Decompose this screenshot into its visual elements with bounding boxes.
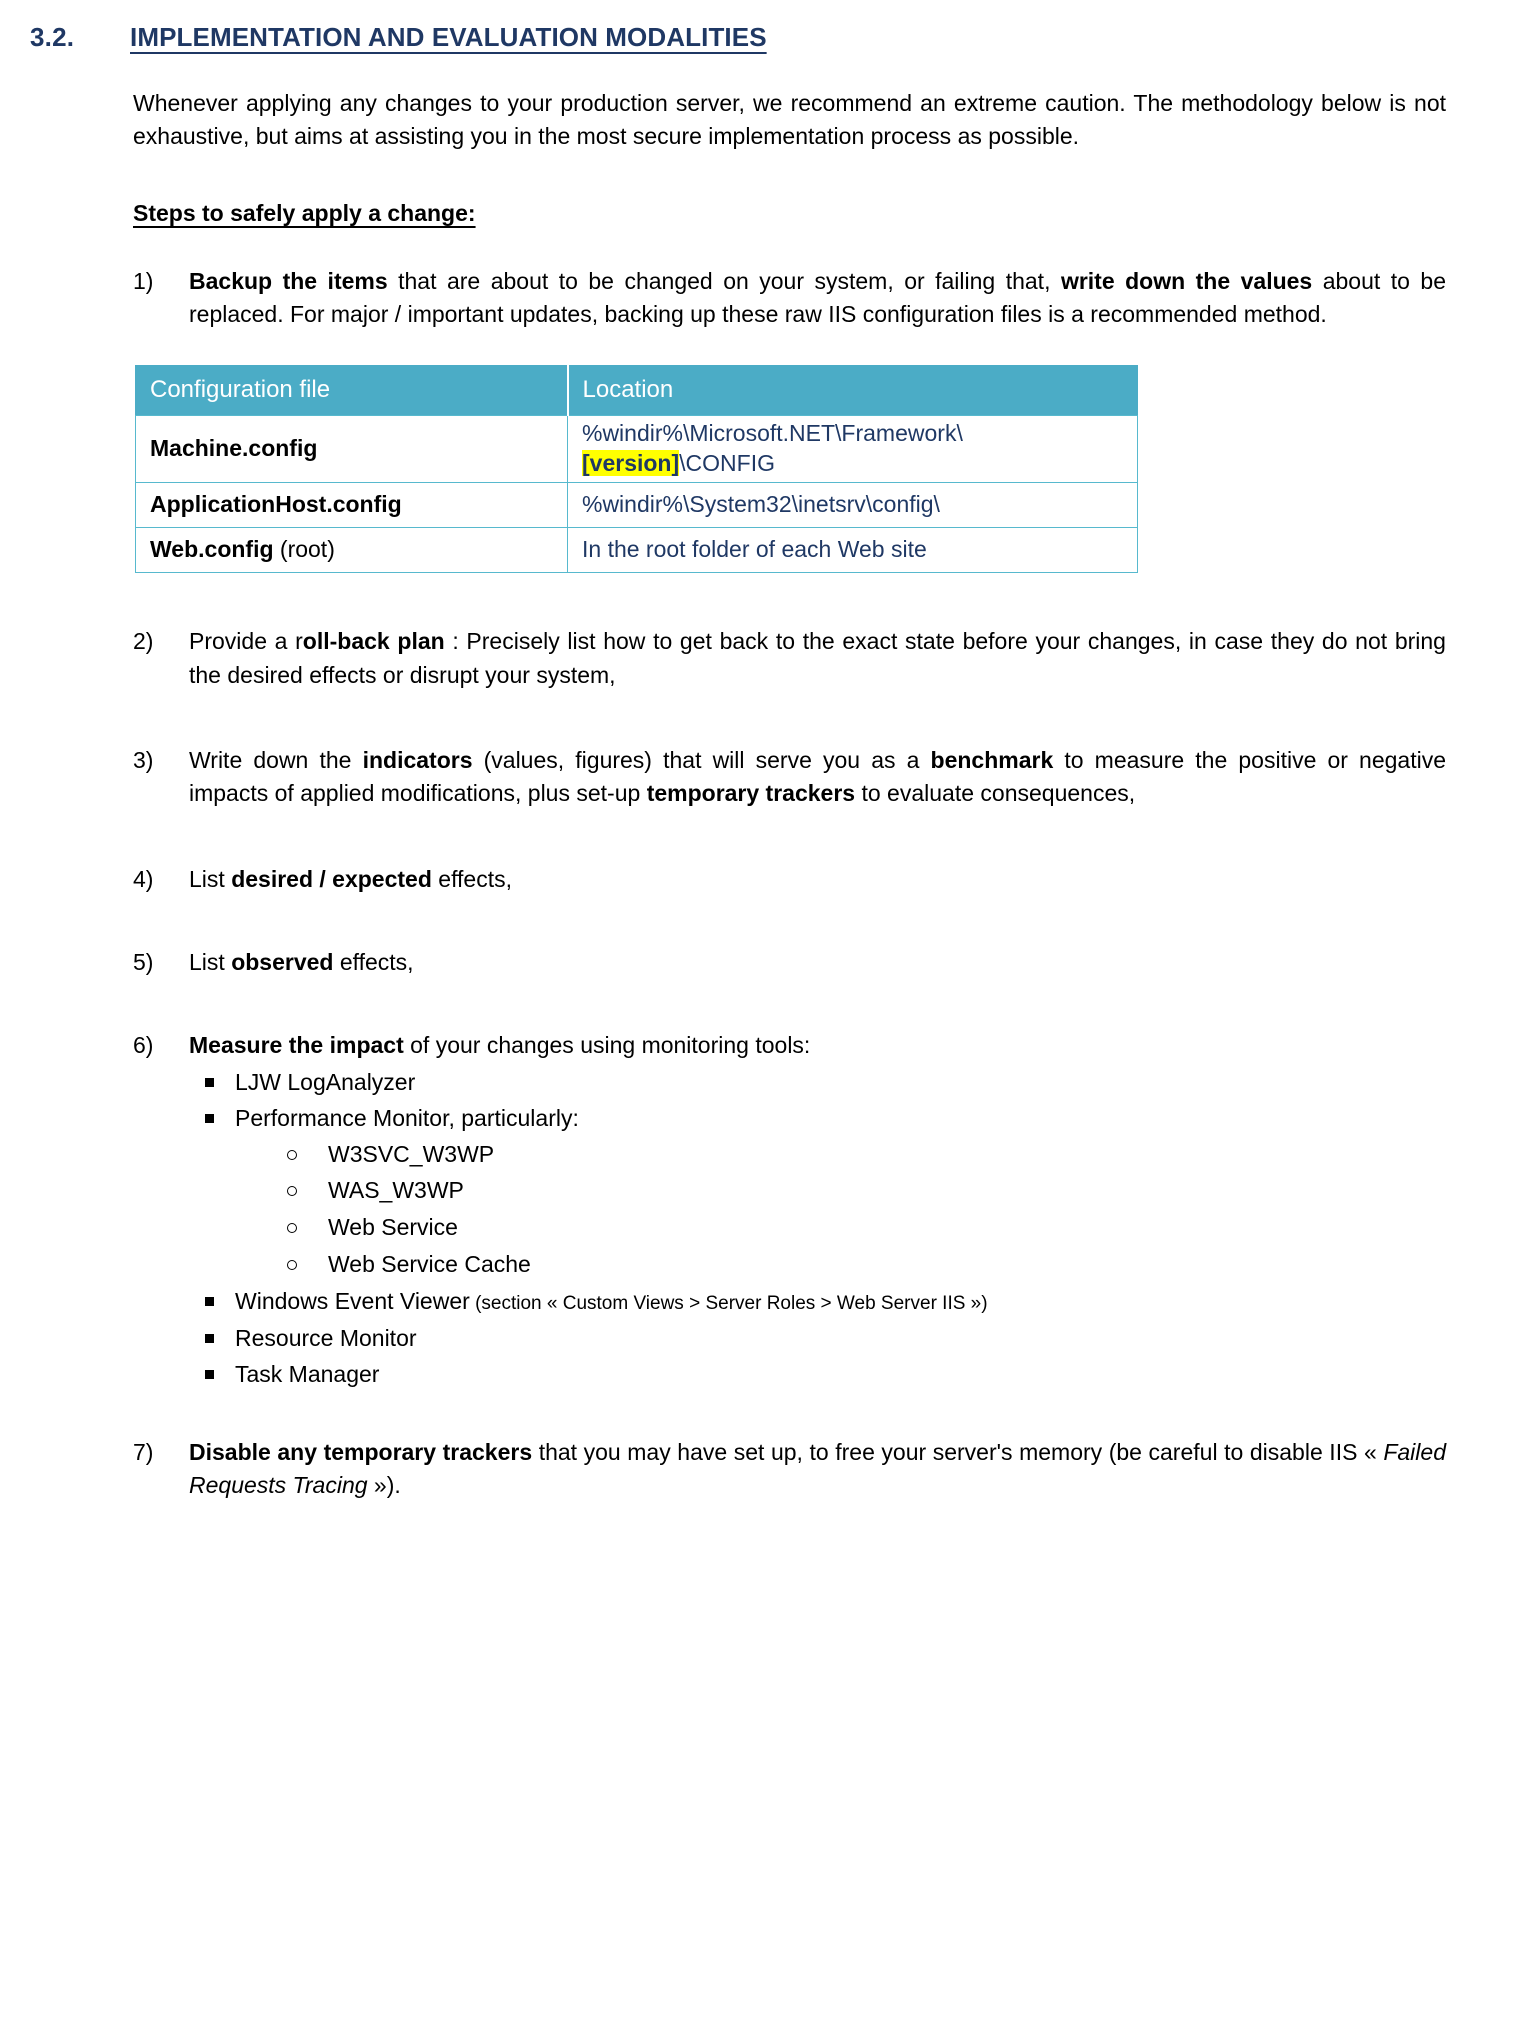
config-files-table bbox=[135, 365, 1138, 573]
perfmon-counters-list bbox=[235, 1137, 1446, 1283]
circle-bullet-icon bbox=[287, 1223, 297, 1233]
tool-label: LJW LogAnalyzer bbox=[235, 1068, 416, 1095]
list-item bbox=[189, 1065, 1446, 1100]
cell-location: %windir%\System32\inetsrv\config\ bbox=[568, 483, 1138, 528]
square-bullet-icon bbox=[205, 1114, 214, 1123]
cell-config-file: Web.config (root) bbox=[136, 528, 568, 573]
cell-location: In the root folder of each Web site bbox=[568, 528, 1138, 573]
section-heading bbox=[0, 22, 1536, 53]
version-highlight: [version] bbox=[582, 449, 680, 476]
circle-bullet-icon bbox=[287, 1260, 297, 1270]
step-number-6: 6) bbox=[133, 1032, 154, 1059]
config-table-wrapper bbox=[133, 365, 1446, 573]
step-text-7: Disable any temporary trackers that you may have set up, to free your server's memory (be careful to disable IIS « Failed Requests Tracing »). bbox=[189, 1438, 1446, 1499]
step-number-5: 5) bbox=[133, 948, 154, 975]
table-header-row bbox=[136, 366, 1138, 416]
step-text-6: Measure the impact of your changes using monitoring tools: bbox=[189, 1032, 811, 1059]
tool-label: Task Manager bbox=[235, 1361, 380, 1388]
tool-note: (section « Custom Views > Server Roles > Web Server IIS ») bbox=[469, 1293, 988, 1315]
step-text-4: List desired / expected effects, bbox=[189, 865, 513, 892]
list-item bbox=[235, 1137, 1446, 1173]
cell-location: %windir%\Microsoft.NET\Framework\[version]\CONFIG bbox=[568, 416, 1138, 483]
square-bullet-icon bbox=[205, 1297, 214, 1306]
intro-paragraph: Whenever applying any changes to your production server, we recommend an extreme caution. The methodology below is not exhaustive, but aims at assisting you in the most secure implementation process as possible. bbox=[133, 90, 1446, 150]
list-item bbox=[189, 1321, 1446, 1356]
list-item bbox=[235, 1173, 1446, 1209]
list-item bbox=[235, 1210, 1446, 1246]
cell-config-file: ApplicationHost.config bbox=[136, 483, 568, 528]
column-header-configuration-file: Configuration file bbox=[136, 366, 568, 416]
square-bullet-icon bbox=[205, 1370, 214, 1379]
step-number-4: 4) bbox=[133, 865, 154, 892]
list-item bbox=[189, 1357, 1446, 1392]
tool-label: Windows Event Viewer bbox=[235, 1288, 470, 1315]
list-item bbox=[189, 1101, 1446, 1282]
square-bullet-icon bbox=[205, 1078, 214, 1087]
step-text-1: Backup the items that are about to be changed on your system, or failing that, write down the values about to be replaced. For major / important updates, backing up these raw IIS configuration files is a recommended method. bbox=[189, 267, 1447, 328]
counter-label: W3SVC_W3WP bbox=[328, 1140, 495, 1167]
table-row bbox=[136, 483, 1138, 528]
page-title: IMPLEMENTATION AND EVALUATION MODALITIES bbox=[130, 22, 767, 52]
monitoring-tools-list bbox=[189, 1065, 1446, 1392]
counter-label: Web Service bbox=[328, 1213, 458, 1240]
table-row bbox=[136, 528, 1138, 573]
step-item-7 bbox=[133, 1436, 1446, 1503]
tool-label: Performance Monitor, particularly: bbox=[235, 1105, 579, 1132]
counter-label: Web Service Cache bbox=[328, 1250, 531, 1277]
steps-list bbox=[133, 265, 1446, 1503]
step-text-2: Provide a roll-back plan : Precisely list how to get back to the exact state before your changes, in case they do not bring the desired effects or disrupt your system, bbox=[189, 628, 1446, 688]
step-text-3: Write down the indicators (values, figures) that will serve you as a benchmark to measure the positive or negative impacts of applied modifications, plus set-up temporary trackers to evaluate consequences, bbox=[189, 746, 1447, 807]
step-item-6 bbox=[133, 1029, 1446, 1391]
step-text-5: List observed effects, bbox=[189, 948, 414, 975]
document-body bbox=[0, 87, 1536, 1502]
step-item-3 bbox=[133, 744, 1446, 811]
steps-heading-wrap bbox=[133, 154, 1446, 227]
circle-bullet-icon bbox=[287, 1150, 297, 1160]
cell-config-file: Machine.config bbox=[136, 416, 568, 483]
step-item-4 bbox=[133, 863, 1446, 896]
table-row bbox=[136, 416, 1138, 483]
circle-bullet-icon bbox=[287, 1186, 297, 1196]
column-header-location: Location bbox=[568, 366, 1138, 416]
step-number-1: 1) bbox=[133, 267, 154, 294]
step-item-5 bbox=[133, 946, 1446, 979]
steps-heading: Steps to safely apply a change: bbox=[133, 199, 476, 226]
section-number: 3.2. bbox=[30, 22, 75, 52]
step-number-3: 3) bbox=[133, 746, 154, 773]
tool-label: Resource Monitor bbox=[235, 1324, 417, 1351]
step-number-2: 2) bbox=[133, 628, 154, 655]
list-item bbox=[235, 1247, 1446, 1283]
counter-label: WAS_W3WP bbox=[328, 1177, 464, 1204]
square-bullet-icon bbox=[205, 1334, 214, 1343]
step-item-1 bbox=[133, 265, 1446, 332]
step-item-2 bbox=[133, 625, 1446, 692]
list-item bbox=[189, 1284, 1446, 1319]
step-number-7: 7) bbox=[133, 1438, 154, 1465]
